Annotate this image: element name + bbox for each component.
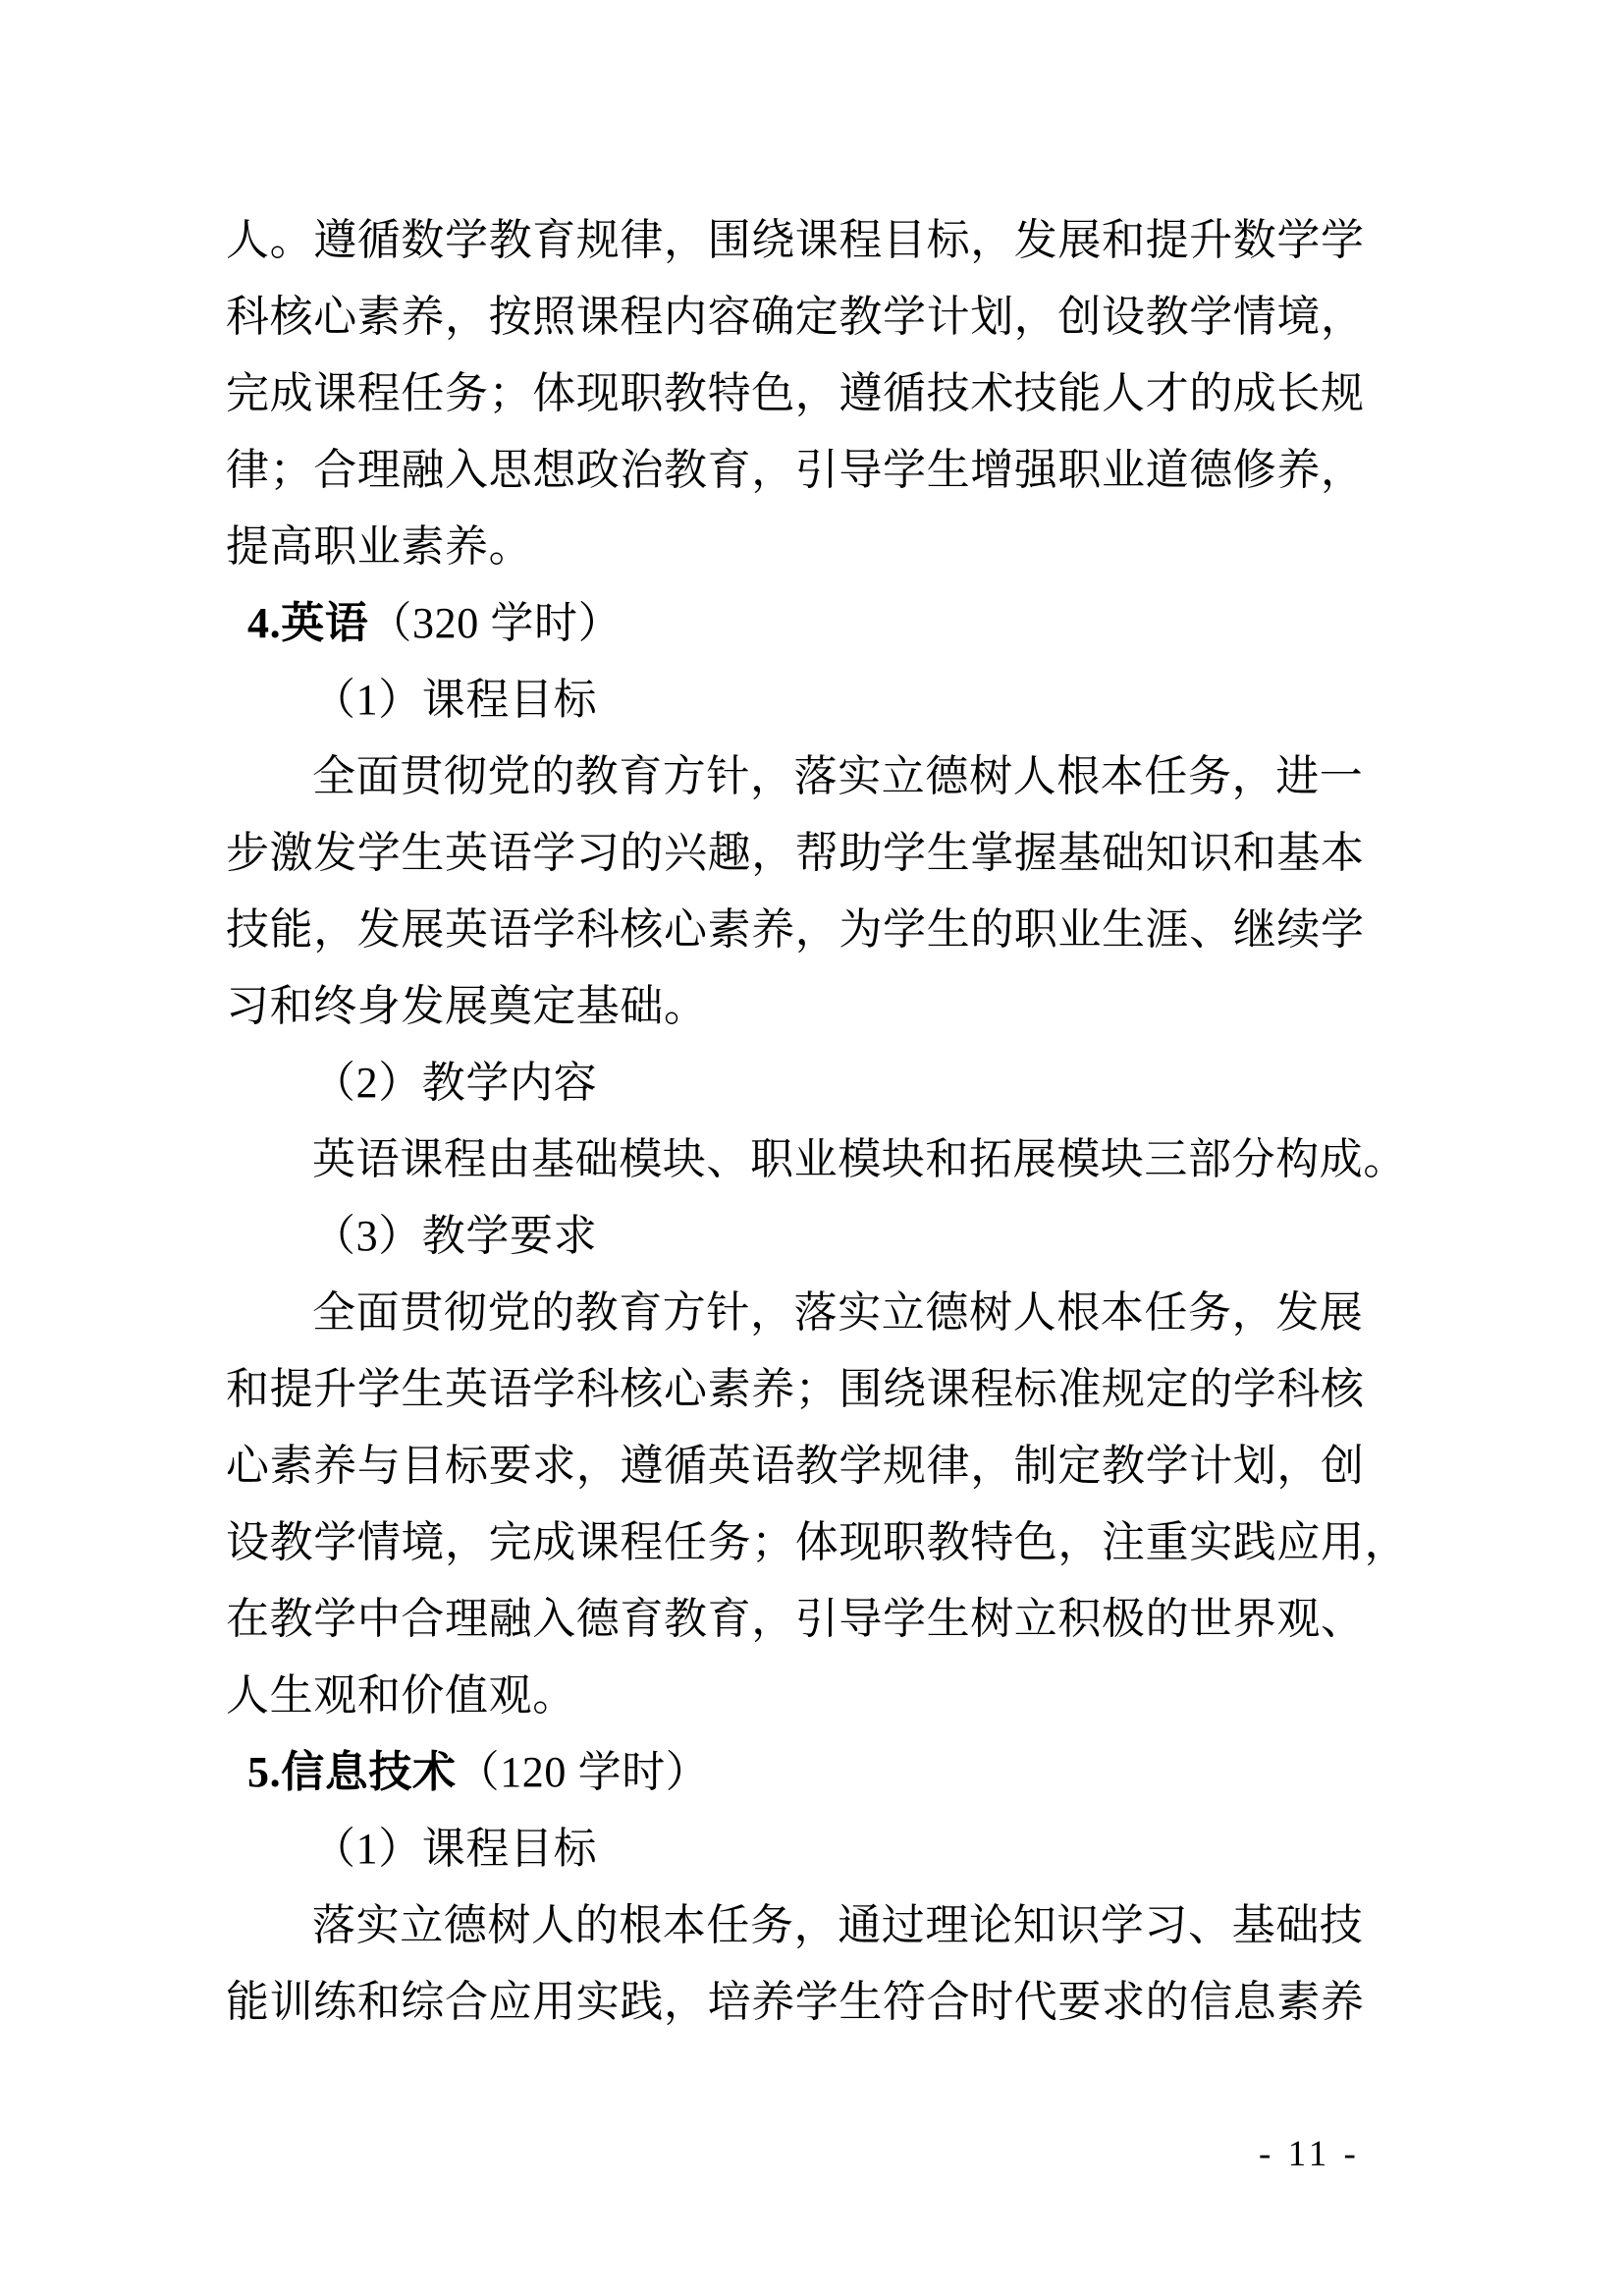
text-line: 能训练和综合应用实践，培养学生符合时代要求的信息素养 bbox=[226, 1978, 1365, 2026]
text-line: 习和终身发展奠定基础。 bbox=[226, 982, 708, 1030]
section-heading bbox=[226, 1734, 1373, 1811]
text-line: 人。遵循数学教育规律，围绕课程目标，发展和提升数学学 bbox=[226, 216, 1365, 264]
section-heading-hours: （120 学时） bbox=[456, 1748, 710, 1796]
text-line: 律；合理融入思想政治教育，引导学生增强职业道德修养， bbox=[226, 446, 1365, 494]
section-heading bbox=[226, 585, 1373, 662]
page-number: - 11 - bbox=[1259, 2134, 1360, 2174]
document-body bbox=[226, 202, 1409, 2041]
text-line: 全面贯彻党的教育方针，落实立德树人根本任务，进一 bbox=[312, 752, 1364, 800]
text-line: 完成课程任务；体现职教特色，遵循技术技能人才的成长规 bbox=[226, 369, 1365, 417]
text-line: 技能，发展英语学科核心素养，为学生的职业生涯、继续学 bbox=[226, 905, 1365, 954]
text-line: 设教学情境，完成课程任务；体现职教特色，注重实践应用， bbox=[226, 1518, 1409, 1566]
section-heading-hours: （320 学时） bbox=[368, 599, 622, 647]
text-line: 心素养与目标要求，遵循英语教学规律，制定教学计划，创 bbox=[226, 1442, 1365, 1490]
text-line: 落实立德树人的根本任务，通过理论知识学习、基础技 bbox=[312, 1901, 1364, 1949]
subsection-heading: （1）课程目标 bbox=[312, 1825, 598, 1873]
subsection-heading: （1）课程目标 bbox=[312, 676, 598, 724]
section-heading-title: 5.信息技术 bbox=[247, 1748, 457, 1796]
subsection-heading: （3）教学要求 bbox=[312, 1212, 598, 1260]
section-heading-title: 4.英语 bbox=[247, 599, 369, 647]
text-line: 步激发学生英语学习的兴趣，帮助学生掌握基础知识和基本 bbox=[226, 829, 1365, 877]
text-line: 科核心素养，按照课程内容确定教学计划，创设教学情境， bbox=[226, 293, 1365, 341]
subsection-heading: （2）教学内容 bbox=[312, 1059, 598, 1107]
text-line: 英语课程由基础模块、职业模块和拓展模块三部分构成。 bbox=[312, 1135, 1407, 1183]
text-line: 和提升学生英语学科核心素养；围绕课程标准规定的学科核 bbox=[226, 1365, 1365, 1413]
text-line: 人生观和价值观。 bbox=[226, 1671, 576, 1720]
text-line: 在教学中合理融入德育教育，引导学生树立积极的世界观、 bbox=[226, 1595, 1365, 1643]
text-line: 提高职业素养。 bbox=[226, 522, 533, 571]
text-line: 全面贯彻党的教育方针，落实立德树人根本任务，发展 bbox=[312, 1288, 1364, 1337]
